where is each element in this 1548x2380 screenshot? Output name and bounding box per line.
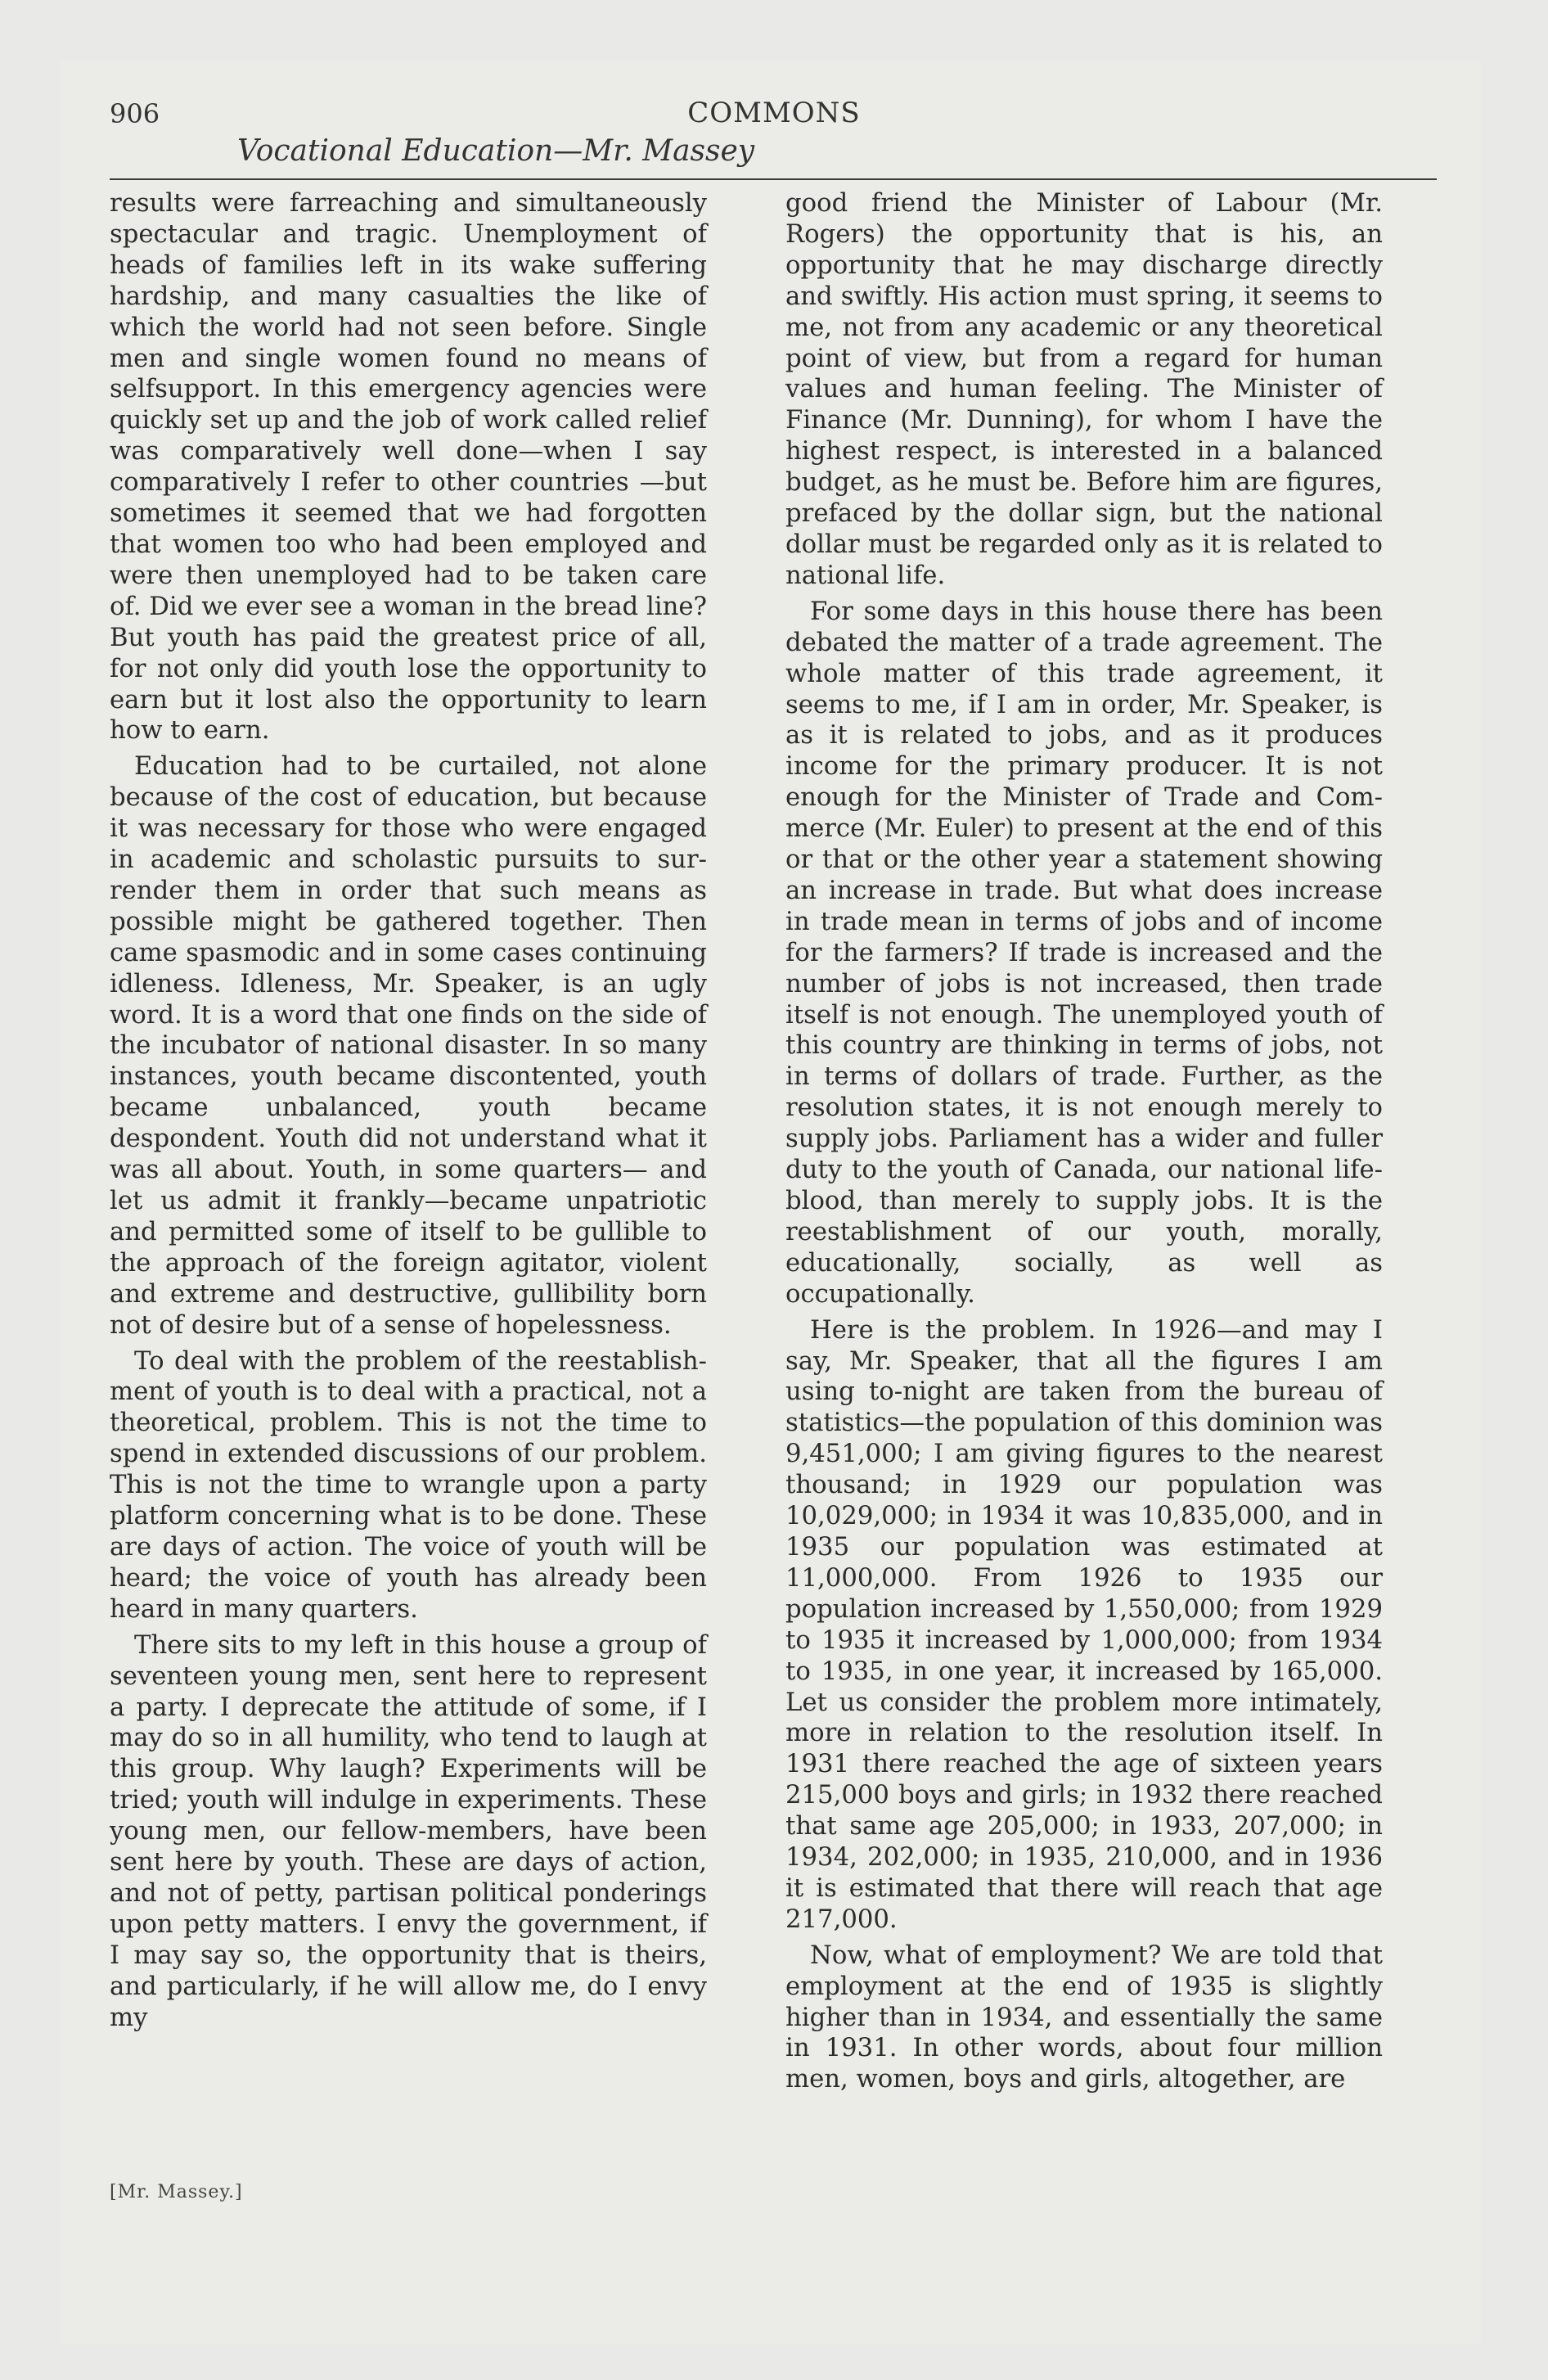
paragraph: Now, what of employment? We are told that employment at the end of 1935 is slightly higher than in 1934, and essentially the same in 1931. In other words, about four million men, women, boys and girls, altogether, are [785,1941,1383,2094]
running-head-title: COMMONS [687,97,861,129]
left-column [110,188,707,2033]
paragraph: To deal with the problem of the reestablishment of youth is to deal with a practical, not a theoretical, problem. This is not the time to spend in extended discussions of our problem. This is not the time to wrangle upon a party platform concerning what is to be done. These are days of action. The voice of youth will be heard; the voice of youth has already been heard in many quarters. [110,1346,707,1624]
paragraph: Here is the problem. In 1926—and may I say, Mr. Speaker, that all the figures I am using to-night are taken from the bureau of statistics—the population of this dominion was 9,451,000; I am giving figures to the nearest thousand; in 1929 our population was 10,029,000; in 1934 it was 10,835,000, and in 1935 our population was estimated at 11,000,000. From 1926 to 1935 our population increased by 1,550,000; from 1929 to 1935 it increased by 1,000,000; from 1934 to 1935, in one year, it increased by 165,000. Let us consider the problem more intimately, more in relation to the resolution itself. In 1931 there reached the age of sixteen years 215,000 boys and girls; in 1932 there reached that same age 205,000; in 1933, 207,000; in 1934, 202,000; in 1935, 210,000, and in 1936 it is estimated that there will reach that age 217,000. [785,1315,1383,1934]
header-rule [110,178,1437,180]
speaker-footer: [Mr. Massey.] [110,2182,243,2202]
paragraph: good friend the Minister of Labour (Mr. Rogers) the opportunity that is his, an opportunity that he may discharge directly and swiftly. His action must spring, it seems to me, not from any academic or any theoretical point of view, but from a regard for human values and human feeling. The Minister of Finance (Mr. Dunning), for whom I have the highest respect, is interested in a balanced budget, as he must be. Before him are figures, prefaced by the dollar sign, but the national dollar must be regarded only as it is related to national life. [785,189,1383,590]
paragraph: There sits to my left in this house a group of seventeen young men, sent here to represent a party. I deprecate the attitude of some, if I may do so in all humility, who tend to laugh at this group. Why laugh? Experiments will be tried; youth will indulge in experiments. These young men, our fellow-members, have been sent here by youth. These are days of action, and not of petty, partisan political ponderings upon petty matters. I envy the government, if I may say so, the opportunity that is theirs, and particularly, if he will allow me, do I envy my [110,1630,707,2032]
paragraph: For some days in this house there has been debated the matter of a trade agreement. The whole matter of this trade agreement, it seems to me, if I am in order, Mr. Speaker, is as it is related to jobs, and as it produces income for the primary producer. It is not enough for the Minister of Trade and Commerce (Mr. Euler) to present at the end of this or that or the other year a statement showing an increase in trade. But what does increase in trade mean in terms of jobs and of income for the farmers? If trade is increased and the number of jobs is not increased, then trade itself is not enough. The unemployed youth of this country are thinking in terms of jobs, not in terms of dollars of trade. Further, as the resolution states, it is not enough merely to supply jobs. Parliament has a wider and fuller duty to the youth of Canada, our national life-blood, than merely to supply jobs. It is the reestablishment of our youth, morally, educationally, socially, as well as occupationally. [785,597,1383,1309]
page-number: 906 [110,98,160,129]
running-head-subtitle: Vocational Education—Mr. Massey [237,134,755,168]
paragraph: Education had to be curtailed, not alone because of the cost of education, but because it was necessary for those who were engaged in academic and scholastic pursuits to surrender them in order that such means as possible might be gathered together. Then came spasmodic and in some cases continuing idleness. Idleness, Mr. Speaker, is an ugly word. It is a word that one finds on the side of the incubator of national disaster. In so many instances, youth became discontented, youth became unbalanced, youth became despondent. Youth did not understand what it was all about. Youth, in some quarters— and let us admit it frankly—became unpatriotic and permitted some of itself to be gullible to the approach of the foreign agitator, violent and extreme and destructive, gullibility born not of desire but of a sense of hopelessness. [110,752,707,1340]
right-column [785,188,1383,2095]
paragraph: results were farreaching and simultaneously spectacular and tragic. Unemployment of heads of families left in its wake suffering hardship, and many casualties the like of which the world had not seen before. Single men and single women found no means of selfsupport. In this emergency agencies were quickly set up and the job of work called relief was comparatively well done—when I say comparatively I refer to other countries —but sometimes it seemed that we had forgotten that women too who had been employed and were then unemployed had to be taken care of. Did we ever see a woman in the bread line? But youth has paid the greatest price of all, for not only did youth lose the opportunity to earn but it lost also the opportunity to learn how to earn. [110,189,707,746]
